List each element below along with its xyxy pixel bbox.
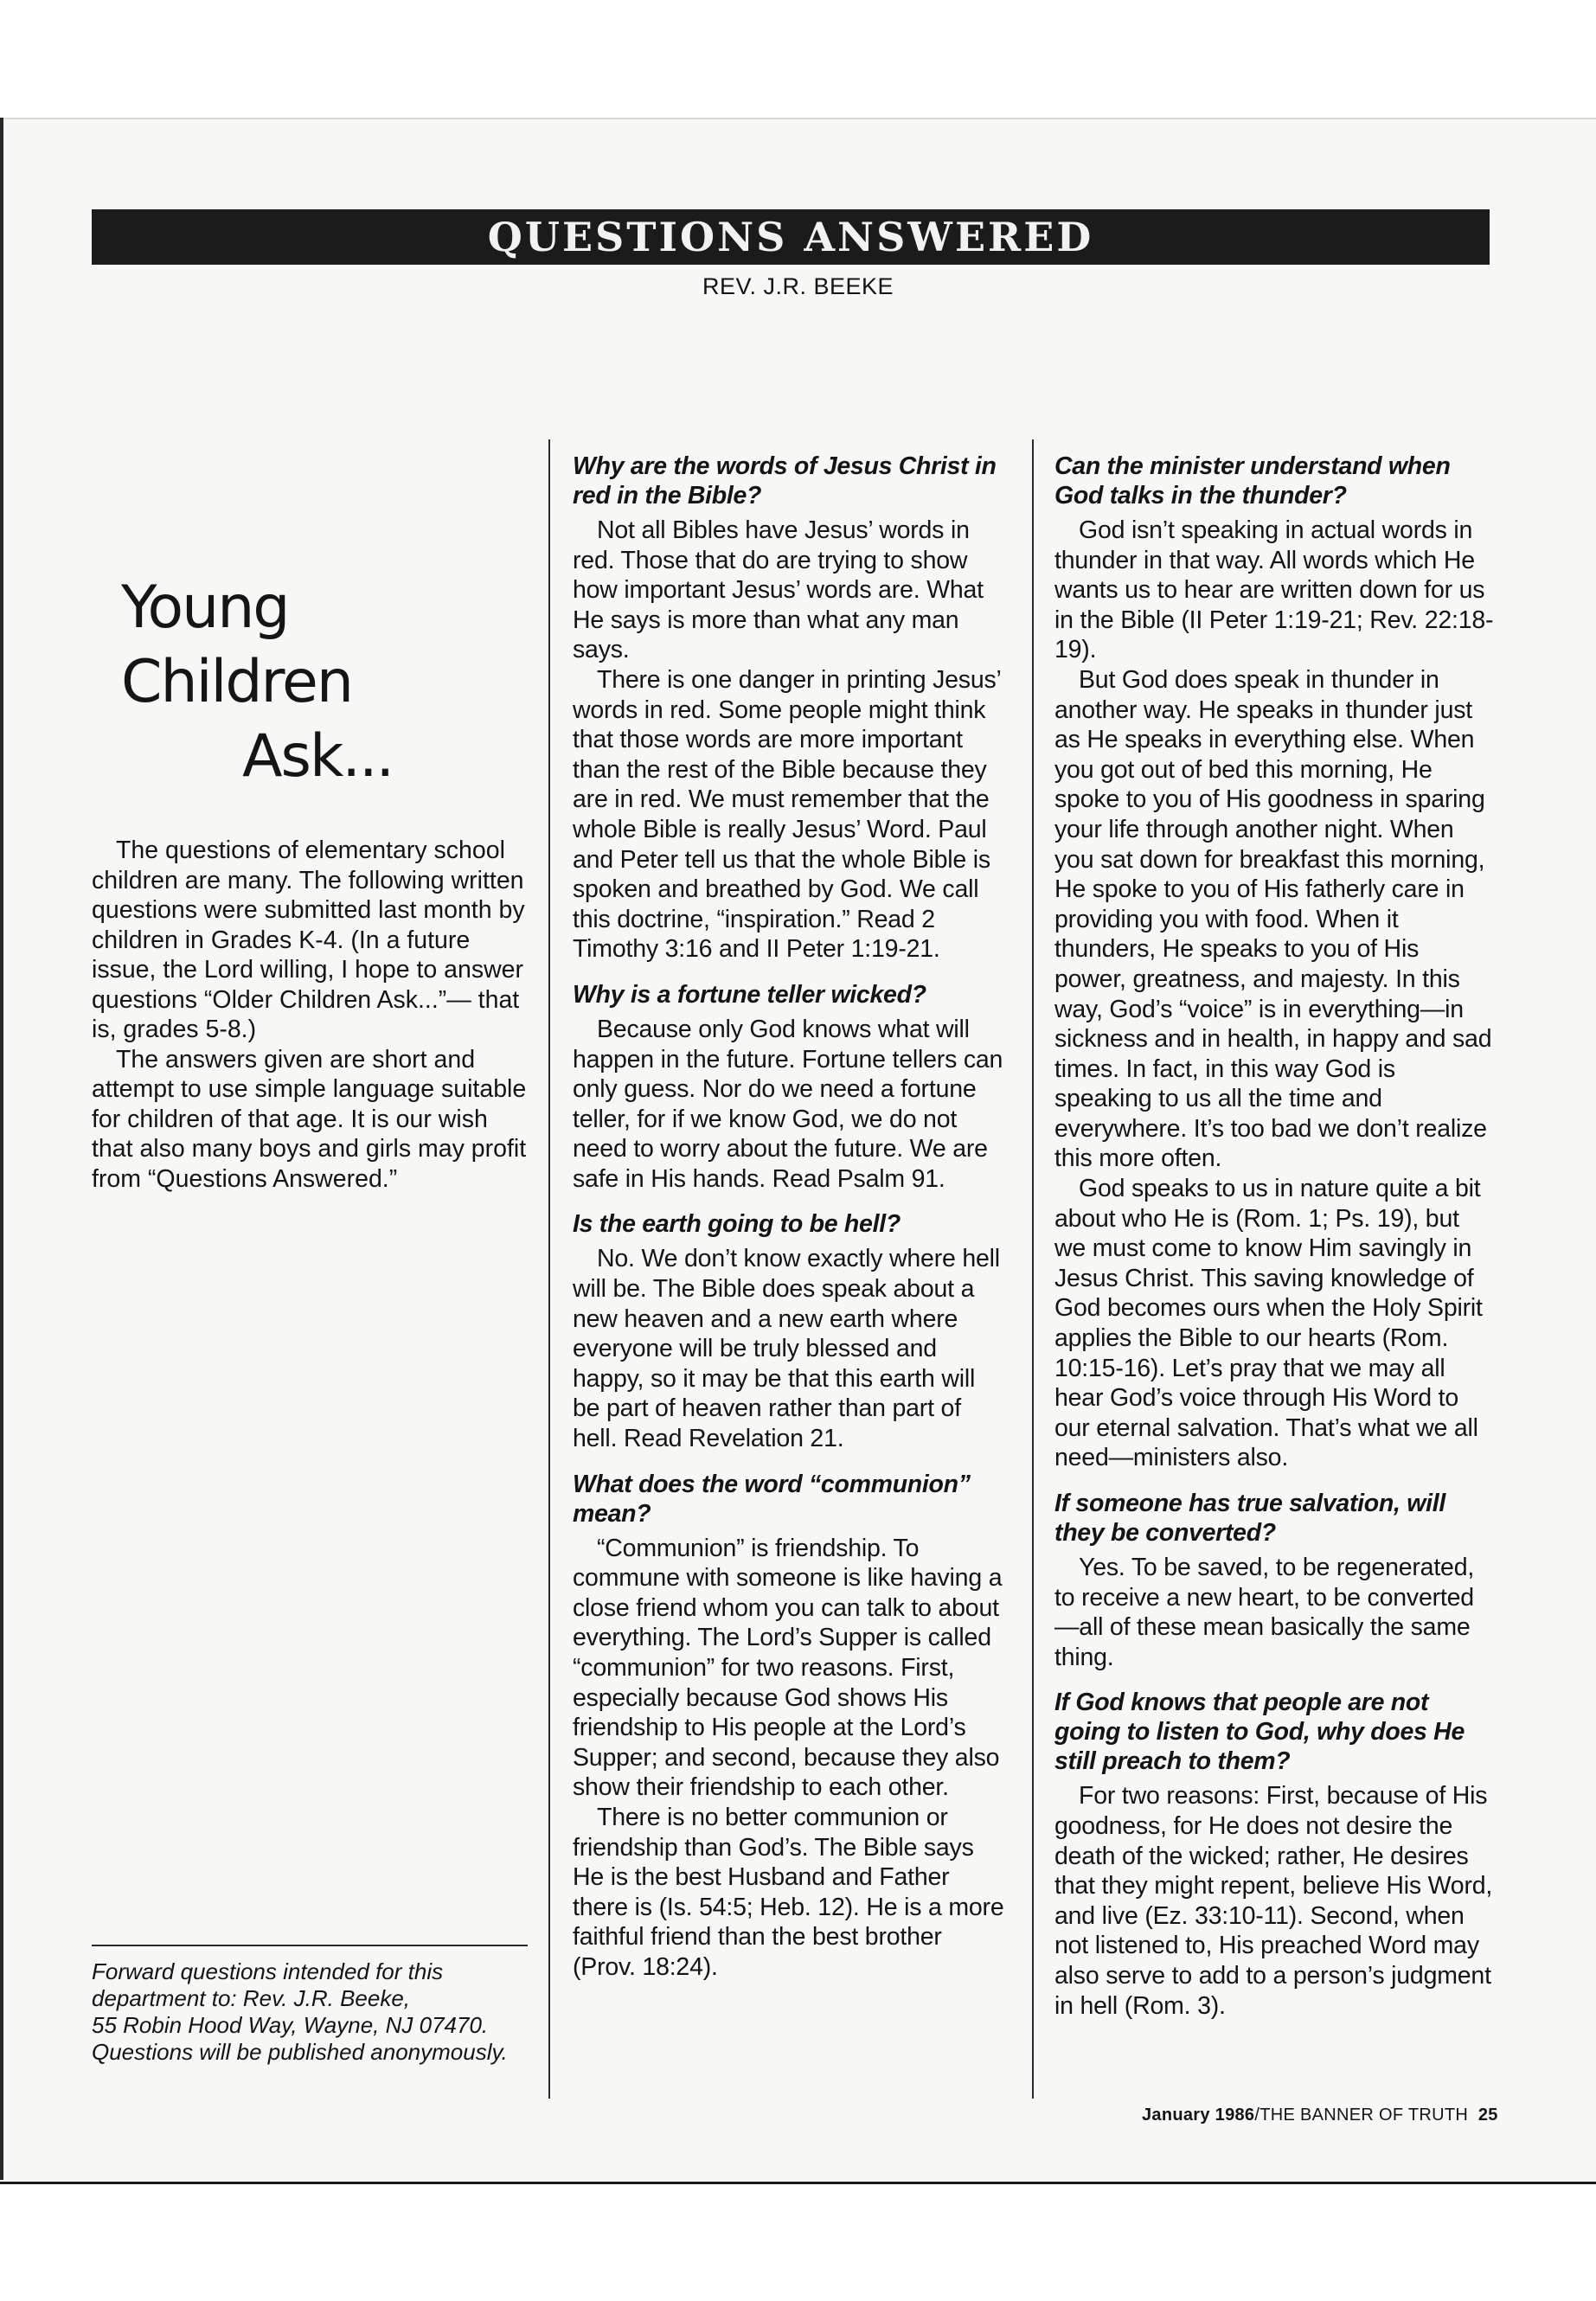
author-byline: REV. J.R. BEEKE bbox=[702, 273, 894, 299]
section-banner bbox=[92, 209, 1490, 265]
qa-item bbox=[573, 1209, 1005, 1453]
answer-paragraph: But God does speak in thunder in another way. He speaks in thunder just as He speaks in everything else. When you got out of bed this morning, He spoke to you of His goodness in sparing your life through another night. When you sat down for breakfast this morning, He spoke to you of His fatherly care in providing you with food. When it thunders, He speaks to you of His power, greatness, and majesty. In this way, God’s “voice” is in everything—in sickness and in health, in happy and sad times. In fact, in this way God is speaking to us all the time and everywhere. It’s too bad we don’t realize this more often. bbox=[1054, 665, 1492, 1173]
footer-separator: / bbox=[1254, 2106, 1260, 2125]
intro-paragraph: The questions of elementary school children are many. The following written questions were submitted last month by children in Grades K-4. (In a future issue, the Lord willing, I hope to answer questions “Older Children Ask...”— that is, grades 5-8.) bbox=[92, 836, 525, 1043]
intro-text bbox=[92, 836, 528, 1194]
answer-paragraph: “Communion” is friendship. To commune with someone is like having a close friend whom you can talk to about everything. The Lord’s Supper is called “communion” for two reasons. First, especially because God shows His friendship to His people at the Lord’s Supper; and second, because they also show their friendship to each other. bbox=[573, 1534, 1003, 1802]
submission-note-line: Forward questions intended for this bbox=[92, 1958, 444, 1984]
submission-note-line: 55 Robin Hood Way, Wayne, NJ 07470. bbox=[92, 2012, 489, 2038]
answer-paragraph: There is one danger in printing Jesus’ words in red. Some people might think that those words are more important than the rest of the Bible because they are in red. We must remember that the whole Bible is really Jesus’ Word. Paul and Peter tell us that the whole Bible is spoken and breathed by God. We call this doctrine, “inspiration.” Read 2 Timothy 3:16 and II Peter 1:19-21. bbox=[573, 665, 1001, 964]
feature-title-line2: Ask... bbox=[242, 722, 394, 791]
question-heading: If God knows that people are not going to listen to God, why does He still preach to them? bbox=[1054, 1689, 1465, 1776]
section-title: QUESTIONS ANSWERED bbox=[487, 214, 1094, 260]
answer-paragraph: Because only God knows what will happen in the future. Fortune tellers can only guess. Nor do we need a fortune teller, for if we know God, we do not need to worry about the future. We are safe in His hands. Read Psalm 91. bbox=[573, 1015, 1003, 1193]
qa-item bbox=[573, 1470, 1005, 1983]
issue-date: January 1986 bbox=[1142, 2106, 1255, 2125]
intro-paragraph: The answers given are short and attempt to use simple language suitable for children of that age. It is our wish that also many boys and girls may profit from “Questions Answered.” bbox=[92, 1045, 527, 1193]
submission-note-line: Questions will be published anonymously. bbox=[92, 2039, 508, 2065]
answer-paragraph: No. We don’t know exactly where hell will be. The Bible does speak about a new heaven and a new earth where everyone will be truly blessed and happy, so it may be that this earth will be part of heaven rather than part of hell. Read Revelation 21. bbox=[573, 1245, 1000, 1453]
answer-paragraph: God isn’t speaking in actual words in thunder in that way. All words which He wants us to hear are written down for us in the Bible (II Peter 1:19-21; Rev. 22:18-19). bbox=[1054, 516, 1494, 664]
qa-item bbox=[573, 980, 1005, 1195]
question-heading: If someone has true salvation, will they be converted? bbox=[1054, 1490, 1445, 1547]
qa-item bbox=[1054, 1688, 1496, 2021]
qa-item bbox=[1054, 452, 1496, 1473]
qa-item bbox=[573, 452, 1005, 965]
question-heading: Is the earth going to be hell? bbox=[573, 1210, 901, 1239]
answer-text bbox=[1054, 1553, 1496, 1672]
answer-text bbox=[573, 1534, 1005, 1983]
submission-note bbox=[92, 1945, 528, 2066]
question-heading: Can the minister understand when God talks in the thunder? bbox=[1054, 452, 1451, 510]
answer-paragraph: Not all Bibles have Jesus’ words in red. Those that do are trying to show how important Jesus’ words are. What He says is more than what any man says. bbox=[573, 516, 984, 664]
answer-text bbox=[1054, 1781, 1496, 2021]
page-number: 25 bbox=[1477, 2106, 1498, 2125]
column-divider bbox=[548, 439, 550, 2099]
qa-item bbox=[1054, 1489, 1496, 1672]
intro-column bbox=[92, 571, 528, 1194]
answer-paragraph: For two reasons: First, because of His goodness, for He does not desire the death of the wicked; rather, He desires that they might repent, believe His Word, and live (Ez. 33:10-11). Second, when not listened to, His preached Word may also serve to add to a person’s judgment in hell (Rom. 3). bbox=[1054, 1782, 1493, 2020]
feature-title-line1: Young Children bbox=[121, 574, 352, 716]
column-divider bbox=[1032, 439, 1034, 2099]
question-heading: What does the word “communion” mean? bbox=[573, 1470, 971, 1528]
feature-title bbox=[121, 571, 528, 794]
qa-column-right bbox=[1054, 452, 1496, 2036]
magazine-name: THE BANNER OF TRUTH bbox=[1259, 2106, 1469, 2125]
answer-text bbox=[1054, 516, 1496, 1473]
answer-paragraph: There is no better communion or friendship than God’s. The Bible says He is the best Husband and Father there is (Is. 54:5; Heb. 12). He is a more faithful friend than the best brother (Prov. 18:24). bbox=[573, 1803, 1004, 1981]
answer-paragraph: God speaks to us in nature quite a bit about who He is (Rom. 1; Ps. 19), but we must come to know Him savingly in Jesus Christ. This saving knowledge of God becomes ours when the Holy Spirit applies the Bible to our hearts (Rom. 10:15-16). Let’s pray that we may all hear God’s voice through His Word to our eternal salvation. That’s what we all need—ministers also. bbox=[1054, 1175, 1483, 1472]
answer-text bbox=[573, 1244, 1005, 1453]
answer-text bbox=[573, 516, 1005, 965]
question-heading: Why is a fortune teller wicked? bbox=[573, 980, 926, 1009]
page-footer bbox=[1142, 2106, 1498, 2125]
submission-note-line: department to: Rev. J.R. Beeke, bbox=[92, 1985, 411, 2011]
question-heading: Why are the words of Jesus Christ in red in the Bible? bbox=[573, 452, 997, 510]
answer-paragraph: Yes. To be saved, to be regenerated, to receive a new heart, to be converted—all of these mean basically the same thing. bbox=[1054, 1554, 1475, 1671]
qa-column-middle bbox=[573, 452, 1005, 1998]
answer-text bbox=[573, 1015, 1005, 1195]
page-edge-shadow bbox=[0, 118, 3, 2180]
